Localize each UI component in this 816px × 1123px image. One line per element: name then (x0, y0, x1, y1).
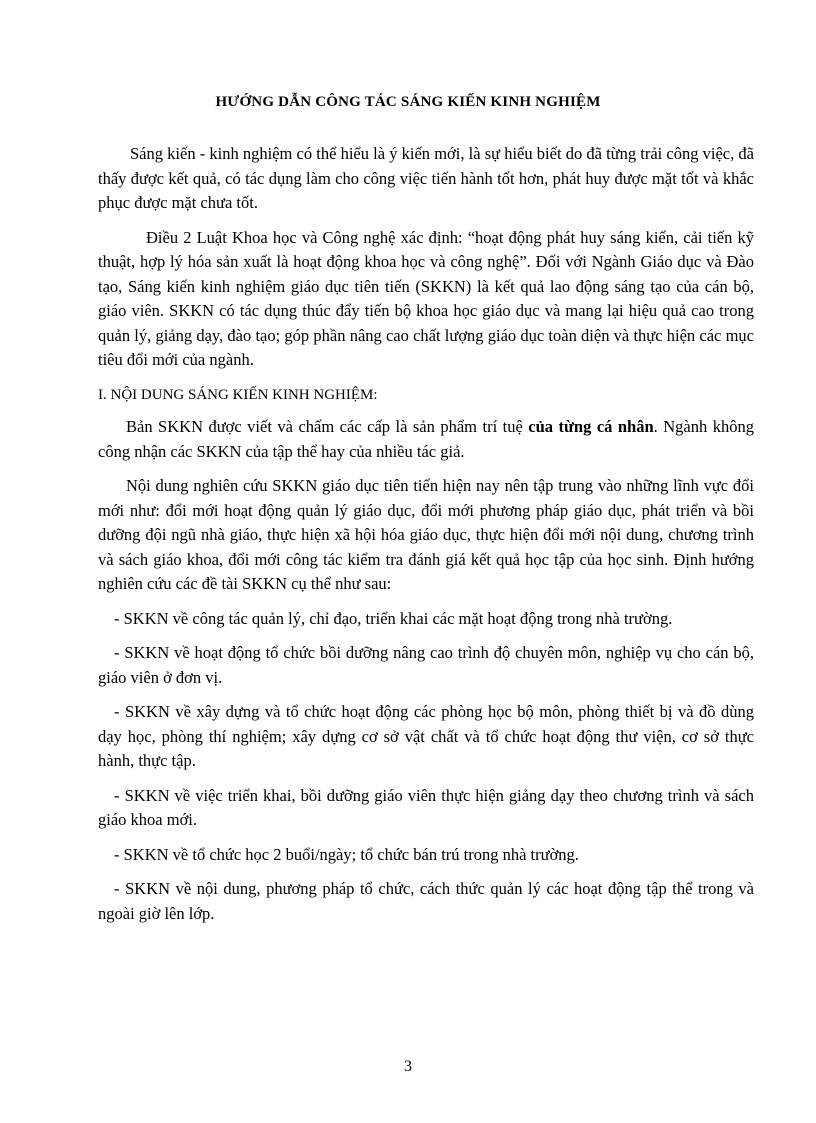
paragraph-individual-text-1: Bản SKKN được viết và chấm các cấp là sản phẩm trí tuệ (126, 417, 529, 436)
section-heading: I. NỘI DUNG SÁNG KIẾN KINH NGHIỆM: (98, 386, 378, 403)
list-item: - SKKN về nội dung, phương pháp tổ chức, cách thức quản lý các hoạt động tập thể trong và ngoài giờ lên lớp. (98, 879, 754, 923)
list-item: - SKKN về xây dựng và tổ chức hoạt động các phòng học bộ môn, phòng thiết bị và đồ dùng dạy học, phòng thí nghiệm; xây dựng cơ sở vật chất và tổ chức hoạt động thư viện, cơ sở thực hành, thực tập. (98, 702, 754, 770)
paragraph-law: Điều 2 Luật Khoa học và Công nghệ xác định: “hoạt động phát huy sáng kiến, cải tiến kỹ thuật, hợp lý hóa sản xuất là hoạt động khoa học và công nghệ”. Đối với Ngành Giáo dục và Đào tạo, Sáng kiến kinh nghiệm giáo dục tiên tiến (SKKN) là kết quả lao động sáng tạo của cán bộ, giáo viên. SKKN có tác dụng thúc đẩy tiến bộ khoa học giáo dục và mang lại hiệu quả cao trong quản lý, giảng dạy, đào tạo; góp phần nâng cao chất lượng giáo dục toàn diện và thực hiện các mục tiêu đổi mới của ngành. (98, 227, 754, 369)
list-item: - SKKN về hoạt động tổ chức bồi dưỡng nâng cao trình độ chuyên môn, nghiệp vụ cho cán bộ, giáo viên ở đơn vị. (98, 643, 754, 687)
document-body (98, 142, 754, 926)
list-item: - SKKN về công tác quản lý, chỉ đạo, triển khai các mặt hoạt động trong nhà trường. (114, 608, 673, 628)
paragraph-individual-bold: của từng cá nhân (528, 417, 654, 436)
paragraph-research-content: Nội dung nghiên cứu SKKN giáo dục tiên tiến hiện nay nên tập trung vào những lĩnh vực đổi mới như: đổi mới hoạt động quản lý giáo dục, đổi mới phương pháp giáo dục, phát triển và bồi dưỡng đội ngũ nhà giáo, thực hiện xã hội hóa giáo dục, thực hiện đổi mới nội dung, chương trình và sách giáo khoa, đổi mới công tác kiểm tra đánh giá kết quả học tập của học sinh. Định hướng nghiên cứu các đề tài SKKN cụ thể như sau: (98, 476, 754, 593)
page-number: 3 (404, 1058, 412, 1075)
paragraph-individual (98, 415, 754, 464)
list-item: - SKKN về việc triển khai, bồi dưỡng giáo viên thực hiện giảng dạy theo chương trình và sách giáo khoa mới. (98, 785, 754, 829)
list-item: - SKKN về tổ chức học 2 buổi/ngày; tổ chức bán trú trong nhà trường. (114, 844, 579, 864)
paragraph-definition: Sáng kiến - kinh nghiệm có thể hiểu là ý kiến mới, là sự hiểu biết do đã từng trải công việc, đã thấy được kết quả, có tác dụng làm cho công việc tiến hành tốt hơn, phát huy được mặt tốt và khắc phục được mặt chưa tốt. (98, 144, 754, 212)
document-title: HƯỚNG DẪN CÔNG TÁC SÁNG KIẾN KINH NGHIỆM (215, 94, 601, 110)
paragraph-individual-text-2: . Ngành không công nhận các SKKN của tập thể hay của nhiều tác giả. (98, 417, 754, 461)
